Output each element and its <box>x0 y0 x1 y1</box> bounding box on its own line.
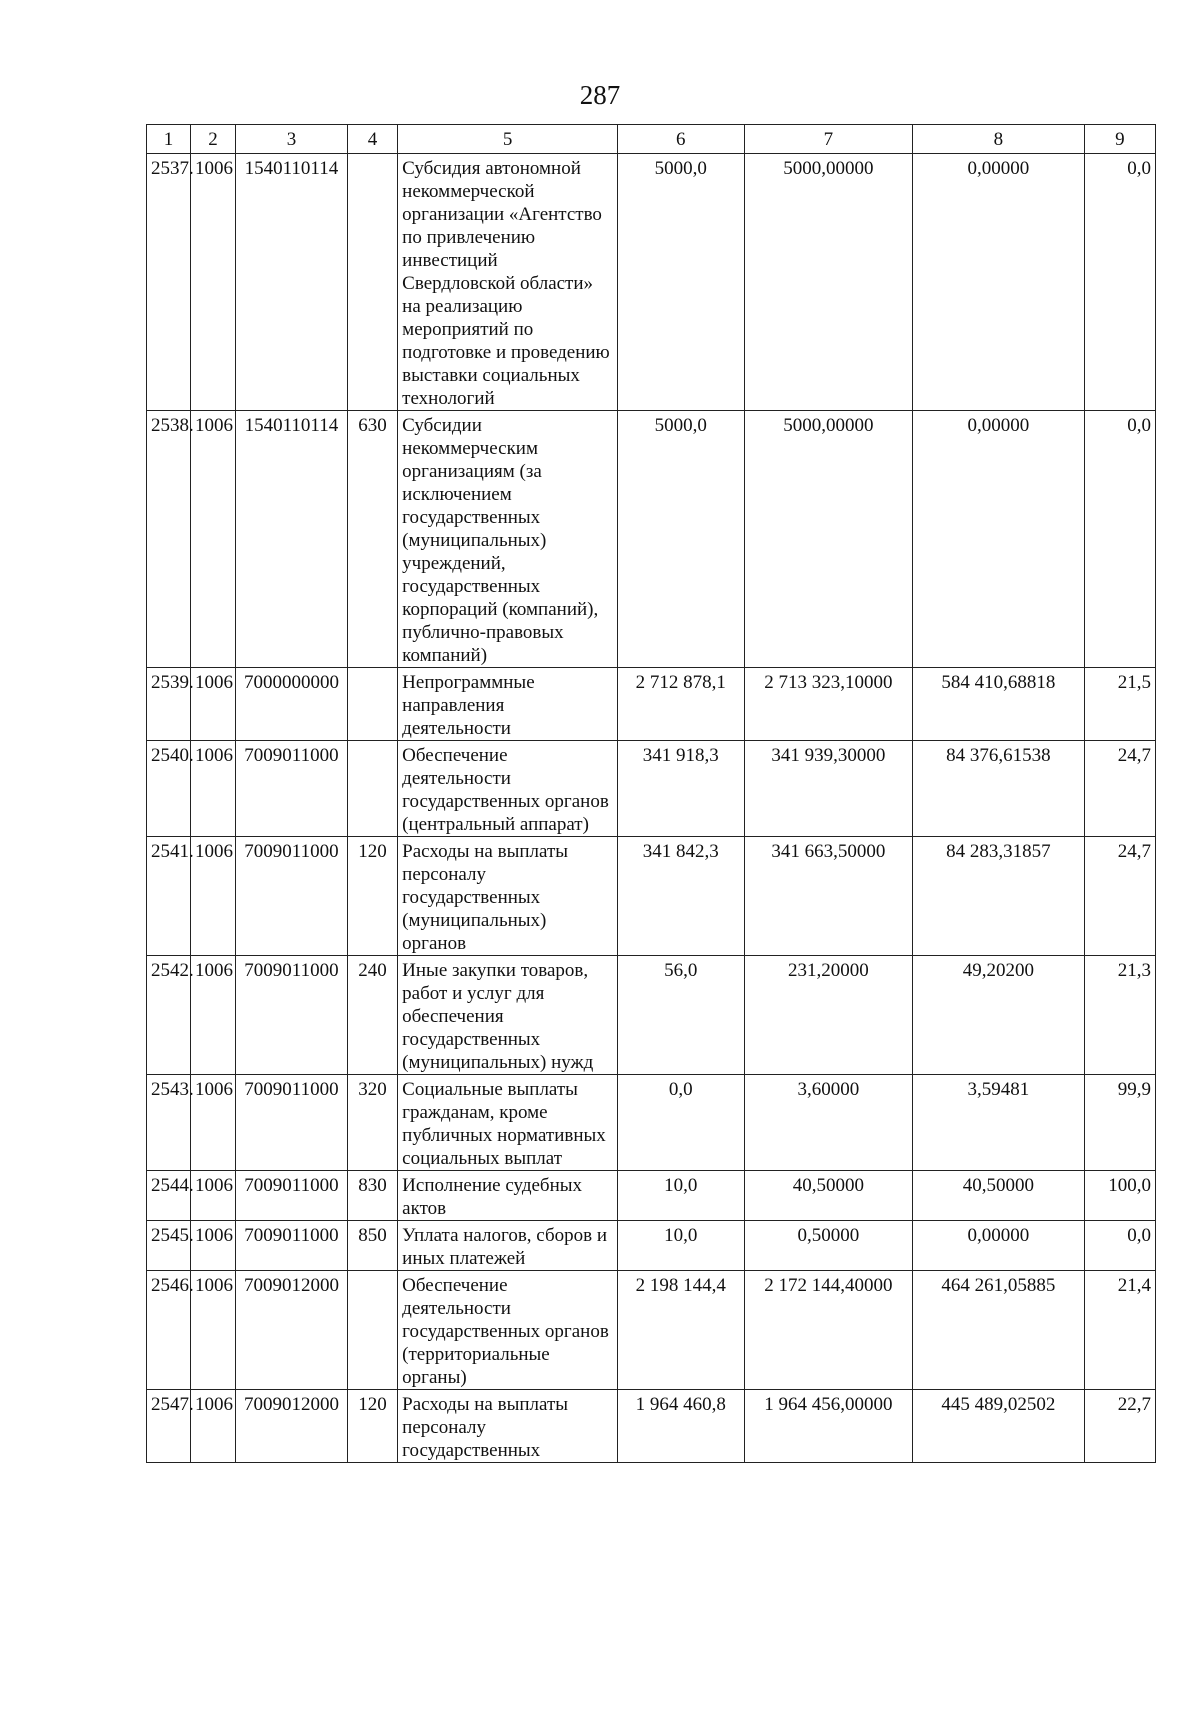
section-code-cell: 1006 <box>190 1390 235 1463</box>
executed-amount-cell: 0,00000 <box>913 411 1085 668</box>
target-code-cell: 7009011000 <box>235 1171 347 1221</box>
row-number-cell: 2537. <box>147 154 191 411</box>
execution-percent-cell: 0,0 <box>1084 411 1155 668</box>
execution-percent-cell: 24,7 <box>1084 837 1155 956</box>
executed-amount-cell: 49,20200 <box>913 956 1085 1075</box>
planned-amount-cell: 1 964 456,00000 <box>744 1390 913 1463</box>
description-cell: Расходы на выплаты персоналу государственных (муниципальных) органов <box>398 837 618 956</box>
header-row <box>147 125 1156 154</box>
approved-amount-cell: 56,0 <box>617 956 744 1075</box>
section-code-cell: 1006 <box>190 837 235 956</box>
execution-percent-cell: 0,0 <box>1084 1221 1155 1271</box>
description-cell: Субсидии некоммерческим организациям (за исключением государственных (муниципальных) учреждений, государственных корпораций (компаний), публично-правовых компаний) <box>398 411 618 668</box>
row-number-cell: 2544. <box>147 1171 191 1221</box>
table-row <box>147 668 1156 741</box>
execution-percent-cell: 22,7 <box>1084 1390 1155 1463</box>
target-code-cell: 7009011000 <box>235 837 347 956</box>
approved-amount-cell: 5000,0 <box>617 154 744 411</box>
execution-percent-cell: 21,5 <box>1084 668 1155 741</box>
column-header: 4 <box>347 125 397 154</box>
approved-amount-cell: 0,0 <box>617 1075 744 1171</box>
row-number-cell: 2542. <box>147 956 191 1075</box>
section-code-cell: 1006 <box>190 956 235 1075</box>
column-header: 9 <box>1084 125 1155 154</box>
description-cell: Расходы на выплаты персоналу государственных <box>398 1390 618 1463</box>
row-number-cell: 2538. <box>147 411 191 668</box>
row-number-cell: 2540. <box>147 741 191 837</box>
table-row <box>147 1390 1156 1463</box>
target-code-cell: 1540110114 <box>235 411 347 668</box>
expense-type-cell <box>347 741 397 837</box>
executed-amount-cell: 584 410,68818 <box>913 668 1085 741</box>
table-row <box>147 956 1156 1075</box>
section-code-cell: 1006 <box>190 1171 235 1221</box>
table-body <box>147 154 1156 1463</box>
description-cell: Иные закупки товаров, работ и услуг для обеспечения государственных (муниципальных) нужд <box>398 956 618 1075</box>
budget-table <box>146 124 1156 1463</box>
planned-amount-cell: 3,60000 <box>744 1075 913 1171</box>
description-cell: Социальные выплаты гражданам, кроме публичных нормативных социальных выплат <box>398 1075 618 1171</box>
section-code-cell: 1006 <box>190 1271 235 1390</box>
approved-amount-cell: 5000,0 <box>617 411 744 668</box>
expense-type-cell: 120 <box>347 837 397 956</box>
target-code-cell: 7009011000 <box>235 1075 347 1171</box>
table-row <box>147 411 1156 668</box>
planned-amount-cell: 341 663,50000 <box>744 837 913 956</box>
column-header: 5 <box>398 125 618 154</box>
column-header: 6 <box>617 125 744 154</box>
planned-amount-cell: 0,50000 <box>744 1221 913 1271</box>
expense-type-cell: 830 <box>347 1171 397 1221</box>
row-number-cell: 2545. <box>147 1221 191 1271</box>
section-code-cell: 1006 <box>190 741 235 837</box>
expense-type-cell: 240 <box>347 956 397 1075</box>
execution-percent-cell: 21,3 <box>1084 956 1155 1075</box>
section-code-cell: 1006 <box>190 668 235 741</box>
executed-amount-cell: 464 261,05885 <box>913 1271 1085 1390</box>
target-code-cell: 1540110114 <box>235 154 347 411</box>
execution-percent-cell: 0,0 <box>1084 154 1155 411</box>
table-row <box>147 1271 1156 1390</box>
column-header: 7 <box>744 125 913 154</box>
page-number: 287 <box>579 80 621 110</box>
description-cell: Исполнение судебных актов <box>398 1171 618 1221</box>
table-row <box>147 1221 1156 1271</box>
planned-amount-cell: 40,50000 <box>744 1171 913 1221</box>
column-header: 8 <box>913 125 1085 154</box>
executed-amount-cell: 0,00000 <box>913 154 1085 411</box>
description-cell: Непрограммные направления деятельности <box>398 668 618 741</box>
approved-amount-cell: 1 964 460,8 <box>617 1390 744 1463</box>
executed-amount-cell: 3,59481 <box>913 1075 1085 1171</box>
executed-amount-cell: 40,50000 <box>913 1171 1085 1221</box>
description-cell: Обеспечение деятельности государственных органов (центральный аппарат) <box>398 741 618 837</box>
executed-amount-cell: 0,00000 <box>913 1221 1085 1271</box>
table-row <box>147 741 1156 837</box>
description-cell: Субсидия автономной некоммерческой организации «Агентство по привлечению инвестиций Свердловской области» на реализацию мероприятий по подготовке и проведению выставки социальных технологий <box>398 154 618 411</box>
expense-type-cell: 630 <box>347 411 397 668</box>
approved-amount-cell: 2 712 878,1 <box>617 668 744 741</box>
column-header: 1 <box>147 125 191 154</box>
target-code-cell: 7009011000 <box>235 956 347 1075</box>
section-code-cell: 1006 <box>190 154 235 411</box>
planned-amount-cell: 5000,00000 <box>744 411 913 668</box>
approved-amount-cell: 341 918,3 <box>617 741 744 837</box>
executed-amount-cell: 445 489,02502 <box>913 1390 1085 1463</box>
execution-percent-cell: 24,7 <box>1084 741 1155 837</box>
expense-type-cell <box>347 154 397 411</box>
execution-percent-cell: 100,0 <box>1084 1171 1155 1221</box>
row-number-cell: 2547. <box>147 1390 191 1463</box>
row-number-cell: 2539. <box>147 668 191 741</box>
target-code-cell: 7009012000 <box>235 1390 347 1463</box>
execution-percent-cell: 21,4 <box>1084 1271 1155 1390</box>
column-header: 2 <box>190 125 235 154</box>
planned-amount-cell: 5000,00000 <box>744 154 913 411</box>
expense-type-cell: 320 <box>347 1075 397 1171</box>
row-number-cell: 2541. <box>147 837 191 956</box>
planned-amount-cell: 2 172 144,40000 <box>744 1271 913 1390</box>
approved-amount-cell: 10,0 <box>617 1171 744 1221</box>
column-header: 3 <box>235 125 347 154</box>
expense-type-cell <box>347 668 397 741</box>
description-cell: Уплата налогов, сборов и иных платежей <box>398 1221 618 1271</box>
section-code-cell: 1006 <box>190 1075 235 1171</box>
planned-amount-cell: 341 939,30000 <box>744 741 913 837</box>
approved-amount-cell: 2 198 144,4 <box>617 1271 744 1390</box>
planned-amount-cell: 2 713 323,10000 <box>744 668 913 741</box>
approved-amount-cell: 341 842,3 <box>617 837 744 956</box>
expense-type-cell <box>347 1271 397 1390</box>
expense-type-cell: 850 <box>347 1221 397 1271</box>
table-row <box>147 154 1156 411</box>
section-code-cell: 1006 <box>190 411 235 668</box>
planned-amount-cell: 231,20000 <box>744 956 913 1075</box>
table-row <box>147 1171 1156 1221</box>
section-code-cell: 1006 <box>190 1221 235 1271</box>
executed-amount-cell: 84 376,61538 <box>913 741 1085 837</box>
target-code-cell: 7009011000 <box>235 1221 347 1271</box>
executed-amount-cell: 84 283,31857 <box>913 837 1085 956</box>
description-cell: Обеспечение деятельности государственных органов (территориальные органы) <box>398 1271 618 1390</box>
row-number-cell: 2543. <box>147 1075 191 1171</box>
table-row <box>147 1075 1156 1171</box>
target-code-cell: 7000000000 <box>235 668 347 741</box>
execution-percent-cell: 99,9 <box>1084 1075 1155 1171</box>
table-row <box>147 837 1156 956</box>
expense-type-cell: 120 <box>347 1390 397 1463</box>
row-number-cell: 2546. <box>147 1271 191 1390</box>
target-code-cell: 7009012000 <box>235 1271 347 1390</box>
target-code-cell: 7009011000 <box>235 741 347 837</box>
approved-amount-cell: 10,0 <box>617 1221 744 1271</box>
